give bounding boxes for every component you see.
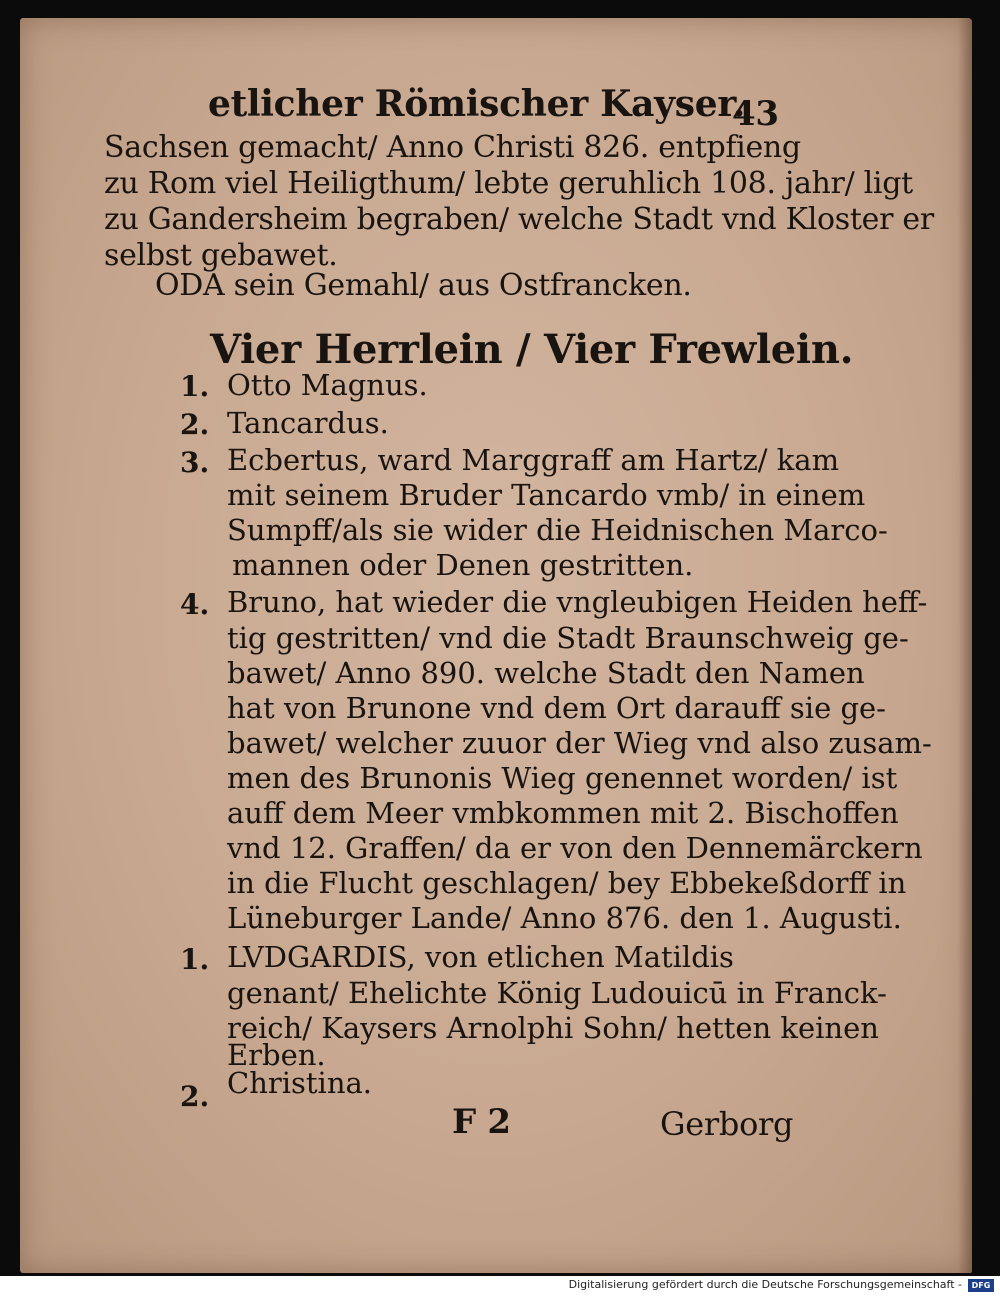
body-line: Sachsen gemacht/ Anno Christi 826. entpfieng [104,130,801,165]
list-item-line: reich/ Kaysers Arnolphi Sohn/ hetten keinen [227,1011,879,1045]
list-item-line: auff dem Meer vmbkommen mit 2. Bischoffen [227,796,899,830]
list-item-line: Erben. [227,1038,326,1072]
dfg-logo-icon: DFG [968,1279,994,1292]
list-item-line: Christina. [227,1066,372,1100]
list-item-line: in die Flucht geschlagen/ bey Ebbekeßdorff in [227,866,907,900]
page-number: 43 [732,94,779,134]
credit-text: Digitalisierung gefördert durch die Deutsche Forschungsgemeinschaft - [568,1278,962,1291]
list-item-line: hat von Brunone vnd dem Ort darauff sie ge- [227,691,886,725]
section-title: Vier Herrlein / Vier Frewlein. [210,326,854,373]
page-edge-shadow [958,18,972,1273]
list-item-line: men des Brunonis Wieg genennet worden/ ist [227,761,898,795]
list-item-line: Lüneburger Lande/ Anno 876. den 1. Augusti. [227,901,902,935]
item-number: 1. [180,370,210,403]
item-number: 2. [180,1080,210,1113]
body-line: zu Rom viel Heiligthum/ lebte geruhlich 108. jahr/ ligt [104,166,913,201]
signature-mark: F 2 [452,1102,511,1142]
list-item-line: Bruno, hat wieder die vngleubigen Heiden heff- [227,585,928,619]
list-item-line: Tancardus. [227,406,389,440]
body-line: selbst gebawet. [104,238,338,273]
body-line: zu Gandersheim begraben/ welche Stadt vnd Kloster er [104,202,934,237]
list-item-line: mit seinem Bruder Tancardo vmb/ in einem [227,478,866,512]
list-item-line: genant/ Ehelichte König Ludouicū in Franck- [227,976,887,1010]
list-item-line: vnd 12. Graffen/ da er von den Dennemärckern [227,831,923,865]
item-number: 1. [180,943,210,976]
list-item-line: tig gestritten/ vnd die Stadt Braunschweig ge- [227,621,909,655]
credit-bar [0,1276,1000,1296]
list-item-line: LVDGARDIS, von etlichen Matildis [227,940,734,974]
list-item-line: Ecbertus, ward Marggraff am Hartz/ kam [227,443,840,477]
item-number: 4. [180,588,210,621]
book-page [20,18,972,1273]
list-item-line: mannen oder Denen gestritten. [232,548,694,582]
catchword: Gerborg [660,1105,794,1143]
list-item-line: bawet/ welcher zuuor der Wieg vnd also zusam- [227,726,932,760]
oda-line: ODA sein Gemahl/ aus Ostfrancken. [155,268,692,303]
list-item-line: Sumpff/als sie wider die Heidnischen Marco- [227,513,888,547]
item-number: 2. [180,408,210,441]
list-item-line: bawet/ Anno 890. welche Stadt den Namen [227,656,865,690]
list-item-line: Otto Magnus. [227,368,428,402]
item-number: 3. [180,446,210,479]
running-title: etlicher Römischer Kayser. [208,83,745,125]
